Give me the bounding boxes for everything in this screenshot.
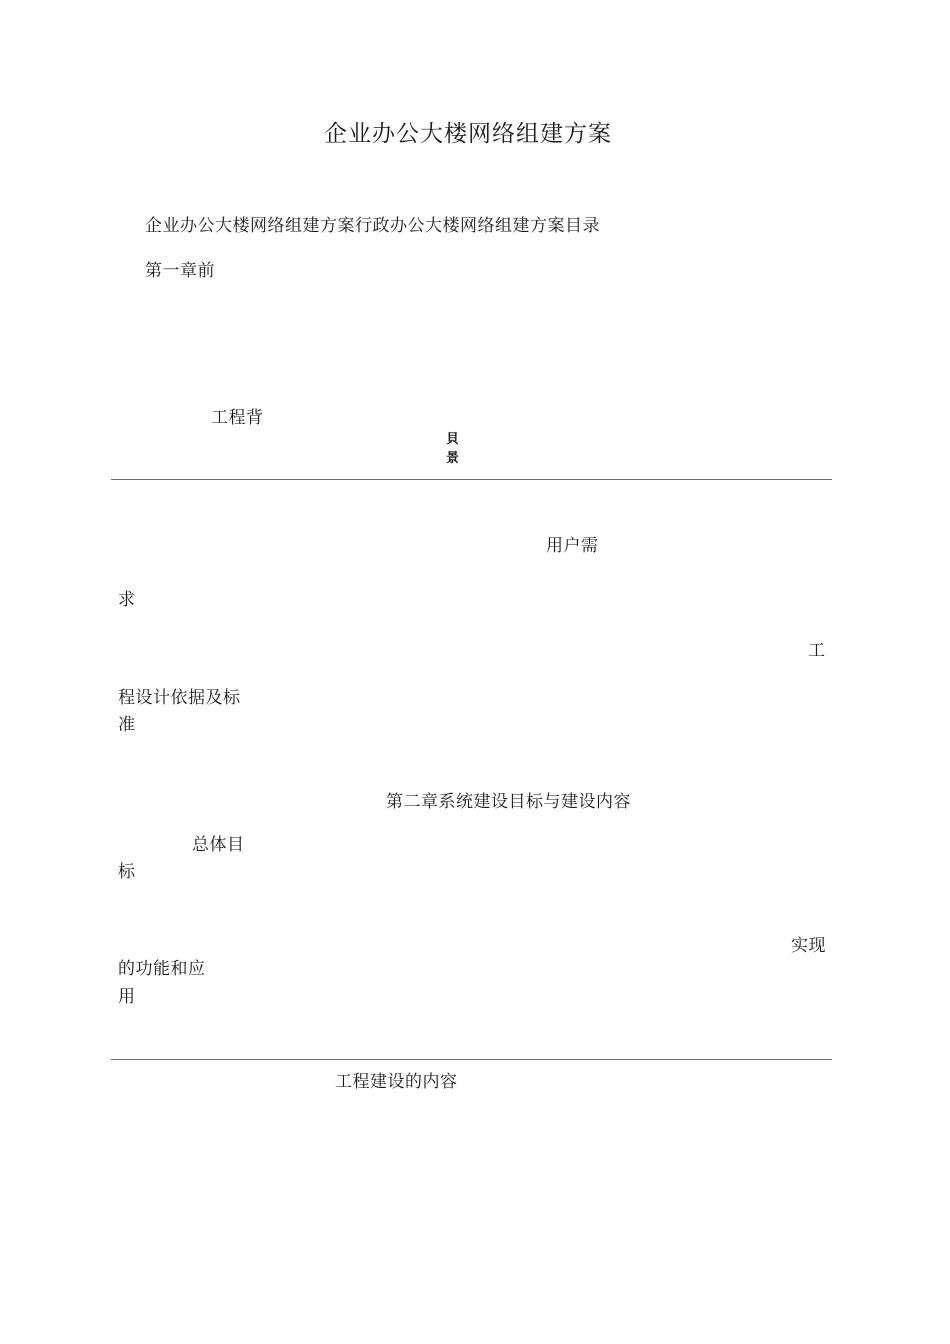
toc-item-functions-part2: 的功能和应 bbox=[118, 959, 206, 979]
toc-item-user-needs-part2: 求 bbox=[118, 590, 136, 610]
toc-item-project-background-char2: 景 bbox=[446, 451, 460, 466]
toc-item-construction-content: 工程建设的内容 bbox=[335, 1072, 458, 1092]
toc-item-project-background: 工程背 bbox=[211, 408, 264, 428]
toc-item-functions-part3: 用 bbox=[118, 987, 136, 1007]
chapter2-heading: 第二章系统建设目标与建设内容 bbox=[386, 792, 631, 812]
toc-item-overall-goal-part2: 标 bbox=[118, 862, 136, 882]
toc-item-project-background-char1: 貝 bbox=[446, 432, 460, 447]
toc-item-design-basis-part2: 程设计依据及标 bbox=[118, 688, 241, 708]
divider-line-bottom bbox=[111, 1059, 832, 1060]
chapter1-heading: 第一章前 bbox=[145, 261, 215, 281]
toc-item-design-basis-part3: 准 bbox=[118, 715, 136, 735]
document-title: 企业办公大楼网络组建方案 bbox=[324, 121, 612, 147]
divider-line-top bbox=[111, 479, 832, 480]
toc-item-user-needs-part1: 用户需 bbox=[546, 536, 599, 556]
toc-item-design-basis-part1: 工 bbox=[808, 641, 826, 661]
toc-item-functions-part1: 实现 bbox=[791, 936, 826, 956]
document-subtitle: 企业办公大楼网络组建方案行政办公大楼网络组建方案目录 bbox=[145, 216, 600, 236]
toc-item-overall-goal-part1: 总体目 bbox=[192, 835, 245, 855]
